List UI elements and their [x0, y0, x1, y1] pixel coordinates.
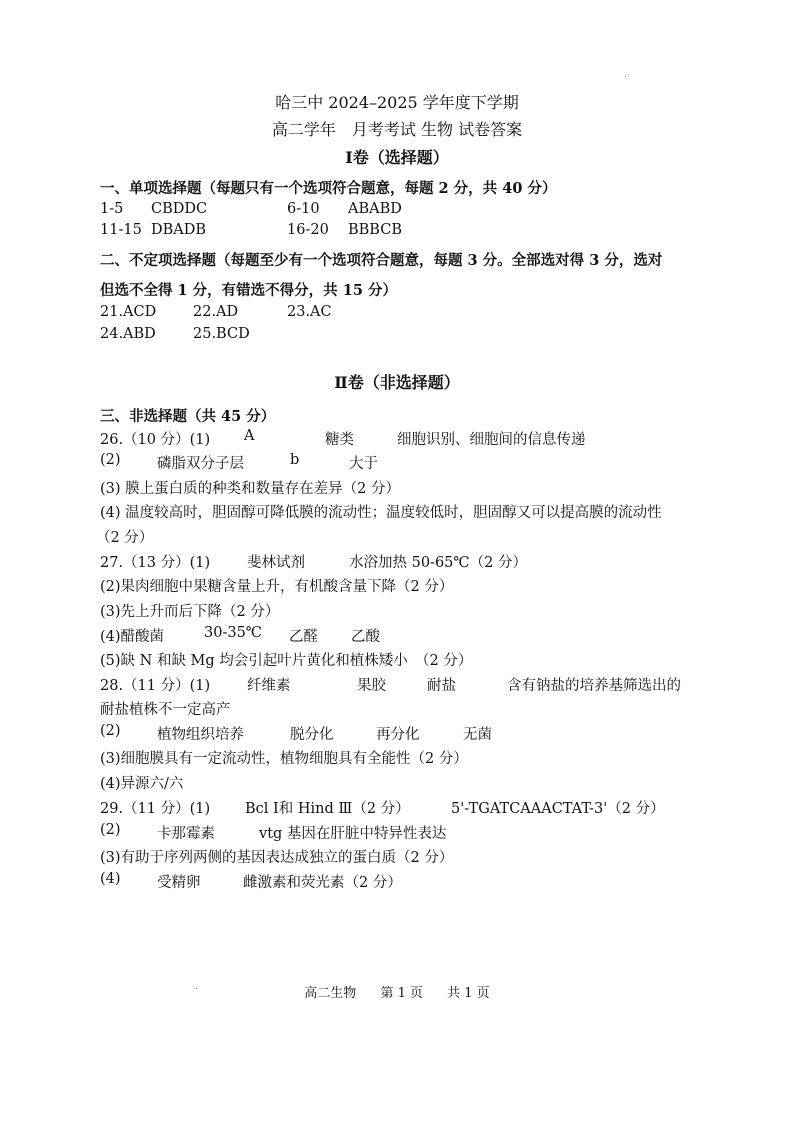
answer-value: ABABD	[348, 201, 402, 217]
answer-line: (4)异源六/六	[100, 776, 184, 792]
answer-value: 乙酸	[351, 629, 380, 645]
answer-value: 大于	[349, 456, 378, 472]
answer-value: A	[244, 428, 255, 444]
answer-range: 16-20	[287, 222, 329, 238]
section2-heading-line1: 二、不定项选择题（每题至少有一个选项符合题意，每题 3 分。全部选对得 3 分，选对	[100, 252, 663, 269]
answer-value: 耐盐	[427, 678, 456, 694]
footer-page-total: 共 1 页	[447, 986, 490, 1001]
answer-value: 24.ABD	[100, 326, 156, 342]
answer-value: 含有钠盐的培养基筛选出的	[507, 678, 681, 694]
answer-value: 22.AD	[193, 304, 239, 320]
answer-range: 1-5	[100, 201, 124, 217]
answer-value: 再分化	[376, 727, 420, 743]
exam-subtitle: 高二学年 月考考试 生物 试卷答案	[271, 120, 523, 139]
answer-value: 无菌	[463, 727, 492, 743]
answer-line: (5)缺 N 和缺 Mg 均会引起叶片黄化和植株矮小 （2 分）	[100, 653, 473, 669]
answer-value: 卡那霉素	[157, 826, 215, 842]
answer-value: BBBCB	[348, 222, 402, 238]
page-footer	[0, 982, 794, 1001]
answer-value: 糖类	[325, 432, 354, 448]
answer-value: 磷脂双分子层	[157, 456, 244, 472]
answer-line: (3)细胞膜具有一定流动性，植物细胞具有全能性（2 分）	[100, 751, 468, 767]
answer-line: (3)有助于序列两侧的基因表达成独立的蛋白质（2 分）	[100, 850, 454, 866]
answer-value: 21.ACD	[100, 304, 157, 320]
answer-value: b	[290, 452, 300, 468]
q26-label: 26.（10 分）(1)	[100, 432, 211, 448]
footer-subject: 高二生物	[304, 986, 357, 1001]
sub-label: (2)	[100, 822, 121, 838]
section3-heading: 三、非选择题（共 45 分）	[100, 408, 276, 425]
answer-value: 受精卵	[157, 875, 201, 891]
section2-heading-line2: 但选不全得 1 分，有错选不得分，共 15 分）	[100, 282, 397, 299]
answer-value: 细胞识别、细胞间的信息传递	[397, 432, 586, 448]
q29-label: 29.（11 分）(1)	[100, 801, 211, 817]
answer-line: （2 分）	[96, 530, 154, 546]
answer-value: 脱分化	[290, 727, 334, 743]
answer-range: 11-15	[100, 222, 142, 238]
sub-label: (2)	[100, 723, 121, 739]
answer-line: (3)先上升而后下降（2 分）	[100, 604, 280, 620]
part2-heading: Ⅱ卷（非选择题）	[334, 373, 460, 392]
answer-value: (4)醋酸菌	[100, 629, 165, 645]
answer-value: 果胶	[357, 678, 386, 694]
answer-value: vtg 基因在肝脏中特异性表达	[259, 826, 447, 842]
answer-value: 25.BCD	[193, 326, 250, 342]
answer-line: (3) 膜上蛋白质的种类和数量存在差异（2 分）	[100, 481, 400, 497]
answer-value: 水浴加热 50-65℃（2 分）	[349, 555, 527, 571]
section1-heading: 一、单项选择题（每题只有一个选项符合题意，每题 2 分，共 40 分）	[100, 180, 557, 197]
answer-value: 雌激素和荧光素（2 分）	[243, 875, 402, 891]
sub-label: (4)	[100, 871, 121, 887]
footer-page-number: 第 1 页	[380, 986, 423, 1001]
q27-label: 27.（13 分）(1)	[100, 555, 211, 571]
answer-value: 纤维素	[247, 678, 291, 694]
sub-label: (2)	[100, 452, 121, 468]
answer-line: (4) 温度较高时，胆固醇可降低膜的流动性；温度较低时，胆固醇又可以提高膜的流动性	[100, 505, 662, 521]
answer-line: (2)果肉细胞中果糖含量上升，有机酸含量下降（2 分）	[100, 579, 454, 595]
answer-value: 乙醛	[289, 629, 318, 645]
answer-value: Bcl Ⅰ和 Hind Ⅲ（2 分）	[245, 801, 410, 817]
q28-label: 28.（11 分）(1)	[100, 678, 211, 694]
answer-value: 23.AC	[287, 304, 332, 320]
answer-value: 斐林试剂	[247, 555, 305, 571]
answer-value: 5'-TGATCAAACTAT-3'（2 分）	[451, 801, 665, 817]
scan-speck	[625, 76, 626, 77]
exam-title: 哈三中 2024–2025 学年度下学期	[275, 93, 519, 112]
part1-heading: Ⅰ卷（选择题）	[345, 148, 449, 167]
answer-range: 6-10	[287, 201, 320, 217]
answer-value: 30-35℃	[204, 625, 263, 641]
answer-value: CBDDC	[151, 201, 208, 217]
answer-line: 耐盐植株不一定高产	[100, 702, 231, 718]
answer-value: 植物组织培养	[157, 727, 244, 743]
answer-value: DBADB	[151, 222, 207, 238]
